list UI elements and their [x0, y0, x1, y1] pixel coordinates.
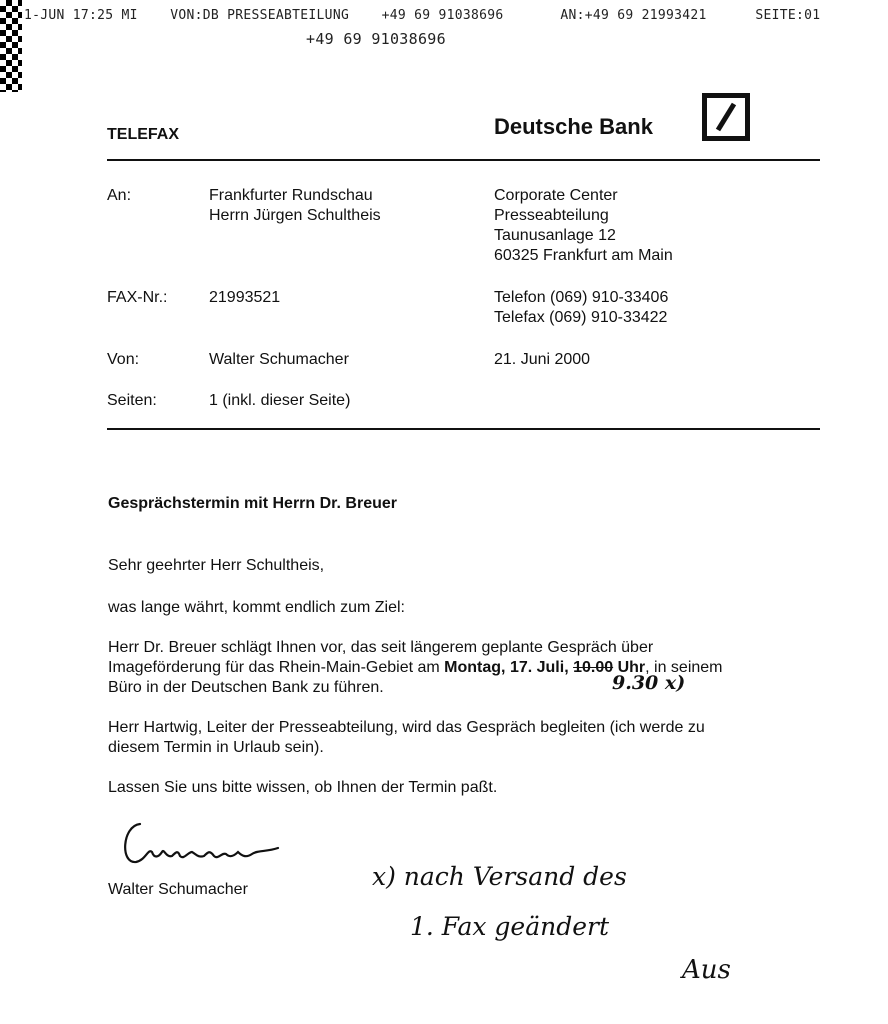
- proposal-date: Montag, 17. Juli,: [444, 659, 574, 676]
- subject-line: Gesprächstermin mit Herrn Dr. Breuer: [108, 495, 397, 512]
- document-title: TELEFAX: [107, 126, 180, 143]
- sender-address-line3: Taunusanlage 12: [494, 227, 616, 244]
- handwritten-note-line2: 1. Fax geändert: [410, 912, 609, 941]
- proposal-text: Imageförderung für das Rhein-Main-Gebiet am: [108, 659, 445, 676]
- address-divider: [107, 428, 820, 430]
- handwritten-initials: Aus: [682, 955, 731, 985]
- paragraph-closing: Lassen Sie uns bitte wissen, ob Ihnen der Termin paßt.: [108, 779, 498, 796]
- header-divider: [107, 159, 820, 161]
- fax-number-label: FAX-Nr.:: [107, 289, 168, 306]
- fax-transmission-header: 1-JUN 17:25 MI VON:DB PRESSEABTEILUNG +49 69 91038696 AN:+49 69 21993421 SEITE:01: [24, 8, 821, 23]
- to-label: An:: [107, 187, 132, 204]
- paragraph-intro: was lange währt, kommt endlich zum Ziel:: [108, 599, 405, 616]
- fax-edge-marks: [0, 0, 22, 92]
- handwritten-time-correction: 9.30 x): [612, 672, 686, 694]
- document-date: 21. Juni 2000: [494, 351, 591, 368]
- paragraph-proposal-line1: Herr Dr. Breuer schlägt Ihnen vor, das seit längerem geplante Gespräch über: [108, 639, 654, 656]
- proposal-time-unit: Uhr: [613, 659, 646, 676]
- proposal-text-end: , in seinem: [645, 659, 723, 676]
- from-value: Walter Schumacher: [209, 351, 349, 368]
- slash-logo-icon: [707, 98, 745, 136]
- salutation: Sehr geehrter Herr Schultheis,: [108, 557, 325, 574]
- sender-fax: Telefax (069) 910-33422: [494, 309, 668, 326]
- fax-number-value: 21993521: [209, 289, 281, 306]
- pages-label: Seiten:: [107, 392, 157, 409]
- paragraph-attendance-line1: Herr Hartwig, Leiter der Presseabteilung, wird das Gespräch begleiten (ich werde zu: [108, 719, 705, 736]
- paragraph-attendance-line2: diesem Termin in Urlaub sein).: [108, 739, 324, 756]
- paragraph-proposal-line3: Büro in der Deutschen Bank zu führen.: [108, 679, 384, 696]
- struck-time: 10.00: [573, 659, 614, 676]
- bank-name: Deutsche Bank: [494, 114, 653, 139]
- sender-phone: Telefon (069) 910-33406: [494, 289, 669, 306]
- sender-address-line2: Presseabteilung: [494, 207, 609, 224]
- recipient-person: Herrn Jürgen Schultheis: [209, 207, 381, 224]
- sender-address-line4: 60325 Frankfurt am Main: [494, 247, 673, 264]
- fax-sender-number: +49 69 91038696: [306, 30, 446, 48]
- from-label: Von:: [107, 351, 140, 368]
- pages-value: 1 (inkl. dieser Seite): [209, 392, 351, 409]
- handwritten-signature-icon: [118, 812, 288, 876]
- sender-address-line1: Corporate Center: [494, 187, 618, 204]
- recipient-company: Frankfurter Rundschau: [209, 187, 373, 204]
- signature: [118, 812, 288, 881]
- bank-logo: [702, 93, 750, 141]
- signer-name: Walter Schumacher: [108, 881, 248, 898]
- handwritten-note-line1: x) nach Versand des: [372, 862, 627, 891]
